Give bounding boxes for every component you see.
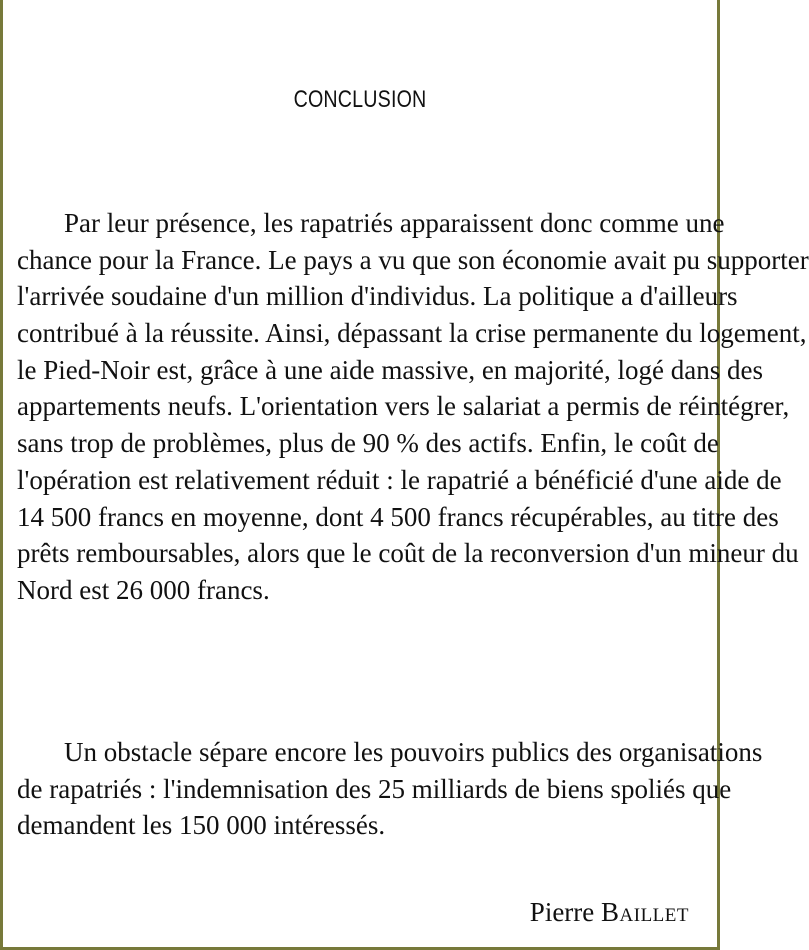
paragraph-1-line: Nord est 26 000 francs.	[17, 574, 270, 605]
paragraph-1-line: sans trop de problèmes, plus de 90 % des actifs. Enfin, le coût de	[17, 428, 719, 459]
paragraph-2-line: Un obstacle sépare encore les pouvoirs publics des organisations	[64, 737, 763, 767]
paragraph-1-line: 14 500 francs en moyenne, dont 4 500 francs récupérables, au titre des	[17, 501, 779, 532]
author-signature	[530, 897, 689, 928]
paragraph-1-line: le Pied-Noir est, grâce à une aide massive, en majorité, logé dans des	[17, 354, 763, 385]
paragraph-2	[17, 734, 763, 844]
paragraph-2-line: de rapatriés : l'indemnisation des 25 milliards de biens spoliés que	[17, 773, 732, 804]
paragraph-1-line: contribué à la réussite. Ainsi, dépassant la crise permanente du logement,	[17, 318, 807, 349]
paragraph-2-line: demandent les 150 000 intéressés.	[17, 810, 386, 841]
paragraph-1-line: chance pour la France. Le pays a vu que son économie avait pu supporter	[17, 244, 809, 275]
paragraph-1-line: Par leur présence, les rapatriés apparaissent donc comme une	[64, 208, 725, 238]
paragraph-1	[17, 205, 809, 609]
paragraph-1-line: l'arrivée soudaine d'un million d'individus. La politique a d'ailleurs	[17, 281, 738, 312]
author-last-name: Baillet	[601, 897, 689, 927]
paragraph-1-line: l'opération est relativement réduit : le rapatrié a bénéficié d'une aide de	[17, 464, 782, 495]
conclusion-heading: CONCLUSION	[293, 86, 427, 113]
paragraph-1-line: prêts remboursables, alors que le coût de la reconversion d'un mineur du	[17, 538, 799, 569]
paragraph-1-line: appartements neufs. L'orientation vers le salariat a permis de réintégrer,	[17, 391, 790, 422]
author-first-name: Pierre	[529, 897, 595, 927]
